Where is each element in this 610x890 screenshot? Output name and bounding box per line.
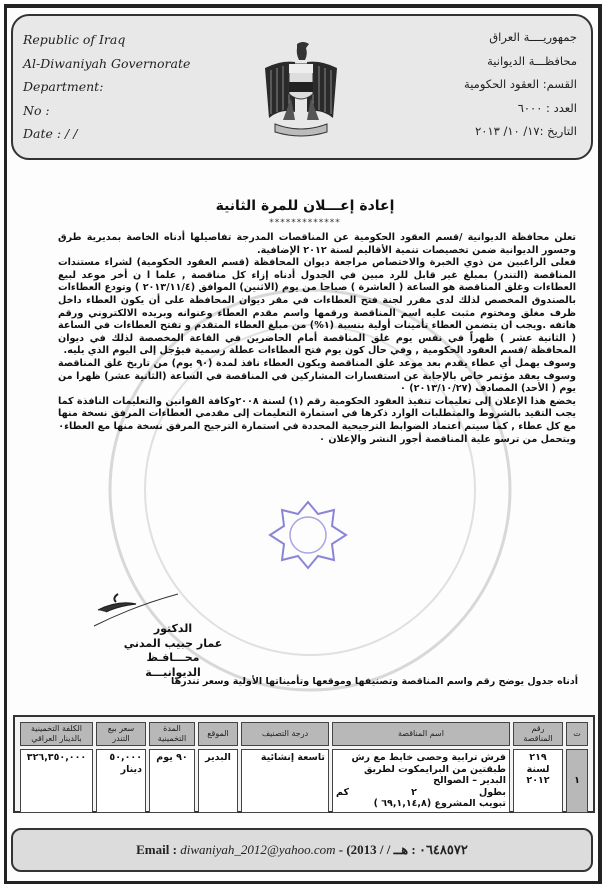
body-paragraph-4: يخضع هذا الإعلان إلى تعليمات تنفيذ العقود الحكومية رقم (١) لسنة ٢٠٠٨وكافة القوانين والتعليمات النافذة كما يجب التقيد بالشروط والمتطلبات الوارد ذكرها في استمارة التعليمات إلى مقدمي العطاءات المرفق نسخة منها مع كل عطاء , كما سيتم اعتماد الضوابط الترجيحية المحددة في استمارة الترجيح المرفق نسخة منها مع العطاء۰ xyxy=(58,395,576,432)
footer-phone: - (2013 / / ٠٦٤٨٥٧٢ : هــ xyxy=(335,842,468,857)
body-paragraph-2: فعلى الراغبين من ذوي الخبرة والاختصاص مراجعة ديوان المحافظة (قسم العقود الحكومية) لشراء مستندات المناقصة (التندر) بمبلغ غير قابل للرد مبين في الجدول أدناه إزاء كل مناقصة , علما ا ن أخر موعد لبيع العطاءات وغلق المناقصة هو الساعة ( العاشرة ) صباحا من يوم (الاثنين) الموافق (٢٠١٣/١١/٤ ) وتودع العطاءات بالصندوق المخصص لذلك لدى مقرر لجنة فتح العطاءات في مقر ديوان المحافظة على أن يكون العطاء داخل ظرف مغلق ومختوم مثبت عليه اسم المناقصة ورقمها واسم مقدم العطاء وعنوانه وبريده الالكتروني ورقم هاتفه .ويجب ان يتضمن العطاء تأمينات أولية بنسبة (١%) من مبلغ العطاء المتقدم و تفتح العطاءات في الساعة ( الثانية عشر ) ظهراً في نفس يوم غلق المناقصة أمام الحاضرين في القاعة المخصصة لذلك في ديوان المحافظة /قسم العقود الحكومية , وفي حال كون يوم فتح العطاءات عطلة رسمية فيؤجل إلى اليوم الذي يليه. xyxy=(58,257,576,357)
cell-location: البدير xyxy=(198,749,238,813)
title-stars: ************* xyxy=(269,218,341,228)
body-paragraph-1: تعلن محافظة الديوانية /قسم العقود الحكومية عن المناقصات المدرجة تفاصيلها أدناه الخاصة بمديرية طرق وجسور الديوانية ضمن تخصيصات تنمية الأقاليم لسنة ٢٠١٢ الإضافية. xyxy=(58,232,576,256)
governorate-ar: محافظـــة الديوانية xyxy=(487,53,577,68)
signatory-name: عمار حبيب المدني xyxy=(123,636,223,650)
iraq-eagle-emblem-icon xyxy=(261,38,341,148)
signatory-title: الدكتور xyxy=(153,622,193,635)
republic-en: Republic of Iraq xyxy=(23,32,126,47)
letterhead-english xyxy=(23,28,190,146)
department-en: Department: xyxy=(23,79,104,94)
table-header-row xyxy=(20,722,588,746)
email-link[interactable]: diwaniyah_2012@yahoo.com xyxy=(180,842,336,857)
body-paragraph-5: ويتحمل من ترسو علية المناقصة أجور النشر والإعلان ۰ xyxy=(319,433,576,445)
header-duration: المدة التخمينية xyxy=(149,722,195,746)
tender-table xyxy=(17,719,591,816)
header-location: الموقع xyxy=(198,722,238,746)
tender-table-container xyxy=(13,715,595,813)
republic-ar: جمهوريــــة العراق xyxy=(489,30,577,44)
governorate-en: Al-Diwaniyah Governorate xyxy=(23,55,191,71)
cell-name xyxy=(332,749,510,813)
number-en: No : xyxy=(23,102,50,118)
official-stamp-icon xyxy=(268,500,348,570)
signatory-position: محـــافـظ الديوانيـــة xyxy=(145,651,201,679)
cell-number: ٢١٩ لسنة ٢٠١٢ xyxy=(513,749,563,813)
body-paragraph-3: وسوف يهمل أي عطاء يقدم بعد موعد غلق المناقصة ويكون العطاء نافذ لمدة (٩٠ يوم) من تاريخ غلق المناقصة وسوف يعقد مؤتمر خاص بالإجابة عن استفسارات المشاركين في المناقصة في الساعة (الثانية عشر) ظهرا من يوم ( الأحد) المصادف (٢٠١٣/١٠/٢٧) ۰ xyxy=(58,357,577,395)
cell-name-length-label: بطول xyxy=(478,786,506,798)
cell-estimated-cost: ٣٢٦,٣٥٠,٠٠٠ xyxy=(20,749,93,813)
cell-duration: ٩٠ يوم xyxy=(149,749,195,813)
header-tender-price: سعر بيع التندر xyxy=(96,722,146,746)
cell-name-length-value: ٢ xyxy=(411,786,417,798)
header-estimated-cost: الكلفة التخمينية بالدينار العراقي xyxy=(20,722,93,746)
letterhead xyxy=(11,14,593,160)
header-classification: درجة التصنيف xyxy=(241,722,329,746)
announcement-title: إعادة إعـــلان للمرة الثانية xyxy=(215,198,395,214)
signature-block xyxy=(118,622,228,680)
department-ar: القسم: العقود الحكومية xyxy=(464,77,577,91)
date-ar: التاريخ :١٧/ ١٠/ ٢٠١٣ xyxy=(475,124,577,138)
header-seq: ت xyxy=(566,722,588,746)
email-label: Email : xyxy=(136,842,181,857)
date-en: Date : / / xyxy=(23,126,78,141)
header-name: اسم المناقصة xyxy=(332,722,510,746)
cell-seq: ١ xyxy=(566,749,588,813)
cell-name-line1: فرش ترابية وحصى خابط مع رش طبقتين من البرايمكوت لطريق البدير – الصوالح xyxy=(351,752,506,786)
number-ar: العدد : ٦٠٠٠ xyxy=(517,100,577,115)
cell-name-length xyxy=(336,787,506,799)
cell-name-line3: تبويب المشروع (٦٩,١,١٤,٨ ) xyxy=(373,798,506,809)
cell-classification: تاسعة إنشائية xyxy=(241,749,329,813)
announcement-body xyxy=(58,232,576,446)
table-intro: أدناه جدول يوضح رقم واسم المناقصة وتصنيفها وموقعها وتأميناتها الأولية وسعر تندرها xyxy=(171,676,578,687)
letterhead-arabic xyxy=(464,26,577,144)
contact-footer xyxy=(11,828,593,872)
table-row xyxy=(20,749,588,813)
header-number: رقم المناقصة xyxy=(513,722,563,746)
cell-tender-price: ٥٠,٠٠٠ دينار xyxy=(96,749,146,813)
cell-name-length-unit: كم xyxy=(336,786,349,798)
